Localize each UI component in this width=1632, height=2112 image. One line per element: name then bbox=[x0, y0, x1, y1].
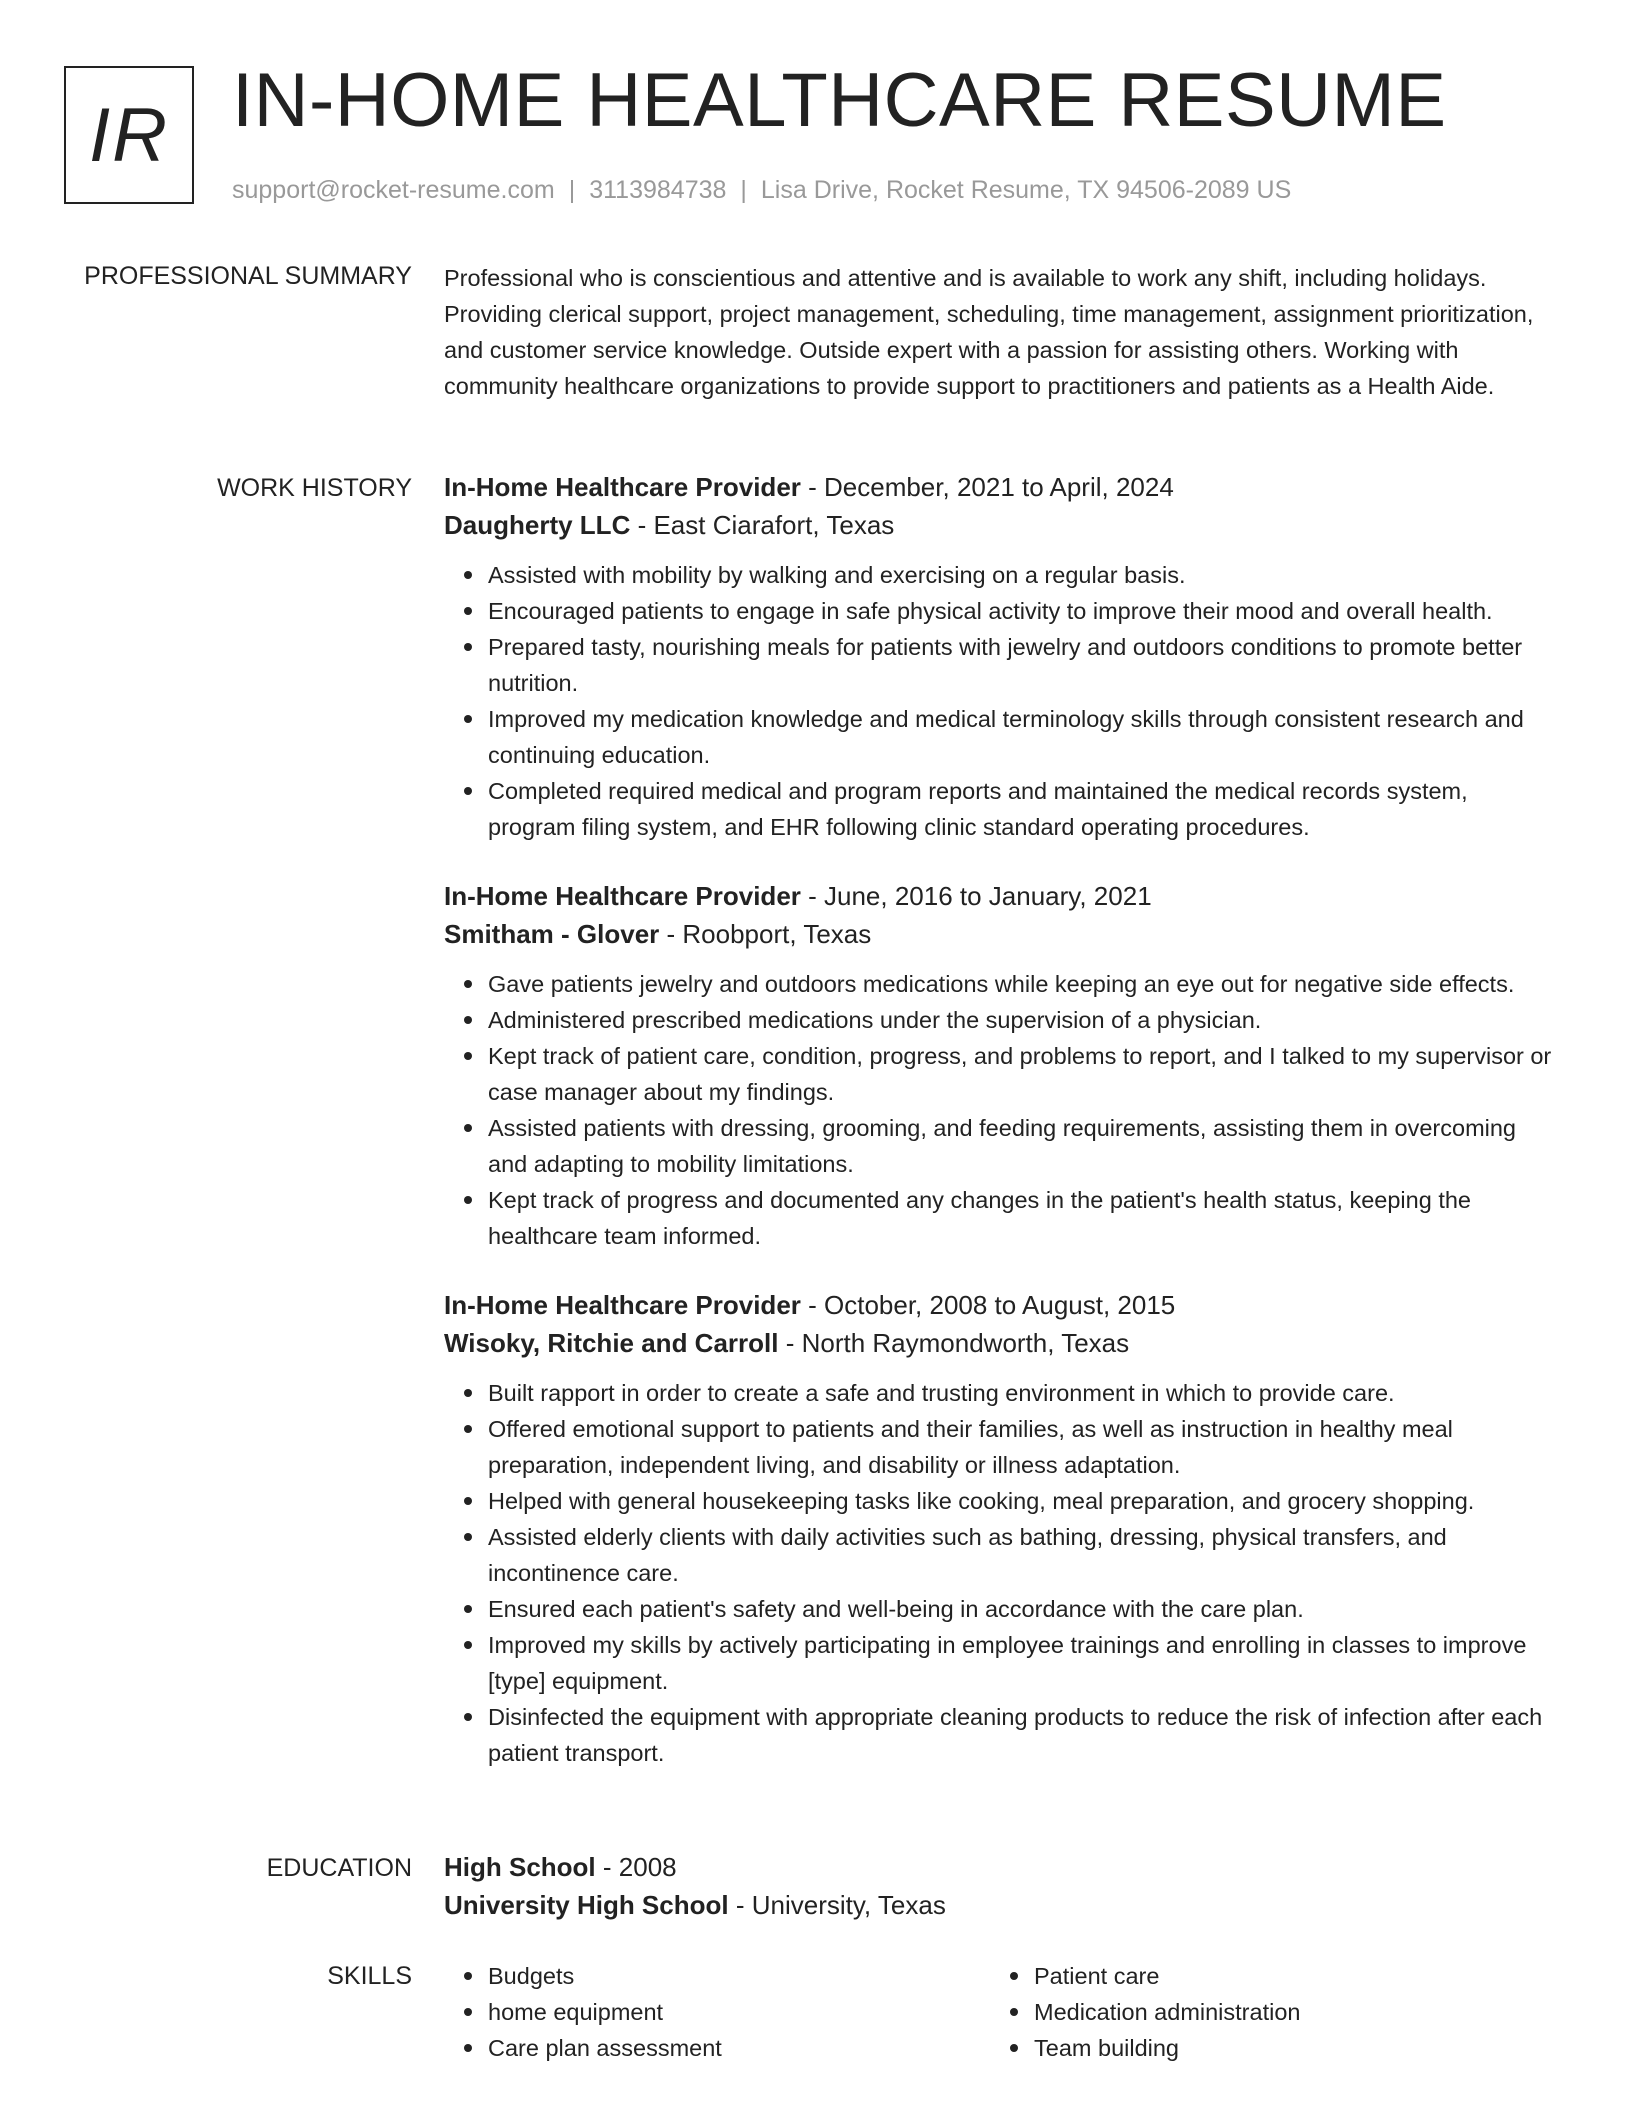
education-body bbox=[444, 1848, 1560, 1924]
job-entry bbox=[444, 877, 1560, 1254]
section-label-work-history: WORK HISTORY bbox=[217, 474, 412, 502]
skill-item: Medication administration bbox=[1034, 1994, 1536, 2030]
work-history-body bbox=[444, 468, 1560, 1803]
job-bullet: Improved my skills by actively participating in employee trainings and enrolling in classes to improve [type] equipment. bbox=[488, 1627, 1560, 1699]
job-bullet: Offered emotional support to patients and their families, as well as instruction in healthy meal preparation, independent living, and disability or illness adaptation. bbox=[488, 1411, 1560, 1483]
job-title-line bbox=[444, 1286, 1560, 1324]
job-bullet: Encouraged patients to engage in safe physical activity to improve their mood and overall health. bbox=[488, 593, 1560, 629]
job-company: Smitham - Glover bbox=[444, 919, 660, 949]
job-company-line bbox=[444, 506, 1560, 544]
education-school: University High School bbox=[444, 1890, 729, 1920]
job-entry bbox=[444, 468, 1560, 845]
job-company: Wisoky, Ritchie and Carroll bbox=[444, 1328, 779, 1358]
summary-text: Professional who is conscientious and attentive and is available to work any shift, including holidays. Providing clerical support, project management, scheduling, time management, assignment prioritization, and customer service knowledge. Outside expert with a passion for assisting others. Working with community healthcare organizations to provide support to practitioners and patients as a Health Aide. bbox=[444, 265, 1534, 399]
section-label-education: EDUCATION bbox=[266, 1854, 412, 1882]
contact-separator: | bbox=[568, 176, 576, 204]
skill-item: Care plan assessment bbox=[488, 2030, 990, 2066]
education-degree-line bbox=[444, 1848, 1560, 1886]
job-bullet: Helped with general housekeeping tasks like cooking, meal preparation, and grocery shopping. bbox=[488, 1483, 1560, 1519]
skills-list bbox=[444, 1958, 990, 2066]
job-bullets bbox=[444, 966, 1560, 1254]
job-bullet: Assisted elderly clients with daily activities such as bathing, dressing, physical transfers, and incontinence care. bbox=[488, 1519, 1560, 1591]
education-school-line bbox=[444, 1886, 1560, 1924]
monogram-logo: IR bbox=[64, 66, 194, 204]
job-title-line bbox=[444, 468, 1560, 506]
skill-item: Budgets bbox=[488, 1958, 990, 1994]
contact-email: support@rocket-resume.com bbox=[232, 176, 555, 204]
skills-column-left bbox=[444, 1958, 990, 2066]
job-bullet: Completed required medical and program reports and maintained the medical records system, program filing system, and EHR following clinic standard operating procedures. bbox=[488, 773, 1560, 845]
skill-item: Patient care bbox=[1034, 1958, 1536, 1994]
section-label-summary: PROFESSIONAL SUMMARY bbox=[84, 262, 412, 290]
education-location: - University, Texas bbox=[728, 1890, 946, 1920]
resume-title: IN-HOME HEALTHCARE RESUME bbox=[232, 58, 1447, 143]
job-dates: - June, 2016 to January, 2021 bbox=[800, 881, 1152, 911]
job-bullet: Administered prescribed medications under the supervision of a physician. bbox=[488, 1002, 1560, 1038]
job-title: In-Home Healthcare Provider bbox=[444, 881, 801, 911]
job-company-line bbox=[444, 915, 1560, 953]
job-bullet: Kept track of patient care, condition, progress, and problems to report, and I talked to my supervisor or case manager about my findings. bbox=[488, 1038, 1560, 1110]
section-label-skills: SKILLS bbox=[327, 1962, 412, 1990]
job-bullet: Ensured each patient's safety and well-being in accordance with the care plan. bbox=[488, 1591, 1560, 1627]
job-title: In-Home Healthcare Provider bbox=[444, 1290, 801, 1320]
job-dates: - December, 2021 to April, 2024 bbox=[800, 472, 1174, 502]
job-bullet: Assisted patients with dressing, grooming, and feeding requirements, assisting them in overcoming and adapting to mobility limitations. bbox=[488, 1110, 1560, 1182]
contact-line bbox=[232, 172, 1291, 208]
job-bullet: Built rapport in order to create a safe and trusting environment in which to provide care. bbox=[488, 1375, 1560, 1411]
job-title: In-Home Healthcare Provider bbox=[444, 472, 801, 502]
job-bullet: Prepared tasty, nourishing meals for patients with jewelry and outdoors conditions to promote better nutrition. bbox=[488, 629, 1560, 701]
job-location: - East Ciarafort, Texas bbox=[630, 510, 895, 540]
skill-item: home equipment bbox=[488, 1994, 990, 2030]
job-entry bbox=[444, 1286, 1560, 1771]
contact-address: Lisa Drive, Rocket Resume, TX 94506-2089 US bbox=[760, 176, 1292, 204]
education-year: - 2008 bbox=[595, 1852, 677, 1882]
job-bullet: Gave patients jewelry and outdoors medications while keeping an eye out for negative side effects. bbox=[488, 966, 1560, 1002]
job-bullets bbox=[444, 557, 1560, 845]
job-company: Daugherty LLC bbox=[444, 510, 631, 540]
education-degree: High School bbox=[444, 1852, 596, 1882]
skills-body bbox=[444, 1958, 1560, 2066]
job-location: - Roobport, Texas bbox=[659, 919, 872, 949]
job-dates: - October, 2008 to August, 2015 bbox=[800, 1290, 1176, 1320]
job-bullet: Assisted with mobility by walking and exercising on a regular basis. bbox=[488, 557, 1560, 593]
contact-phone: 3113984738 bbox=[589, 176, 727, 204]
job-bullet: Disinfected the equipment with appropriate cleaning products to reduce the risk of infection after each patient transport. bbox=[488, 1699, 1560, 1771]
job-bullet: Kept track of progress and documented any changes in the patient's health status, keeping the healthcare team informed. bbox=[488, 1182, 1560, 1254]
job-location: - North Raymondworth, Texas bbox=[778, 1328, 1130, 1358]
skill-item: Team building bbox=[1034, 2030, 1536, 2066]
skills-column-right bbox=[990, 1958, 1536, 2066]
job-bullet: Improved my medication knowledge and medical terminology skills through consistent research and continuing education. bbox=[488, 701, 1560, 773]
job-title-line bbox=[444, 877, 1560, 915]
skills-list bbox=[990, 1958, 1536, 2066]
job-bullets bbox=[444, 1375, 1560, 1771]
job-company-line bbox=[444, 1324, 1560, 1362]
contact-separator: | bbox=[740, 176, 747, 204]
skills-grid bbox=[444, 1958, 1560, 2066]
